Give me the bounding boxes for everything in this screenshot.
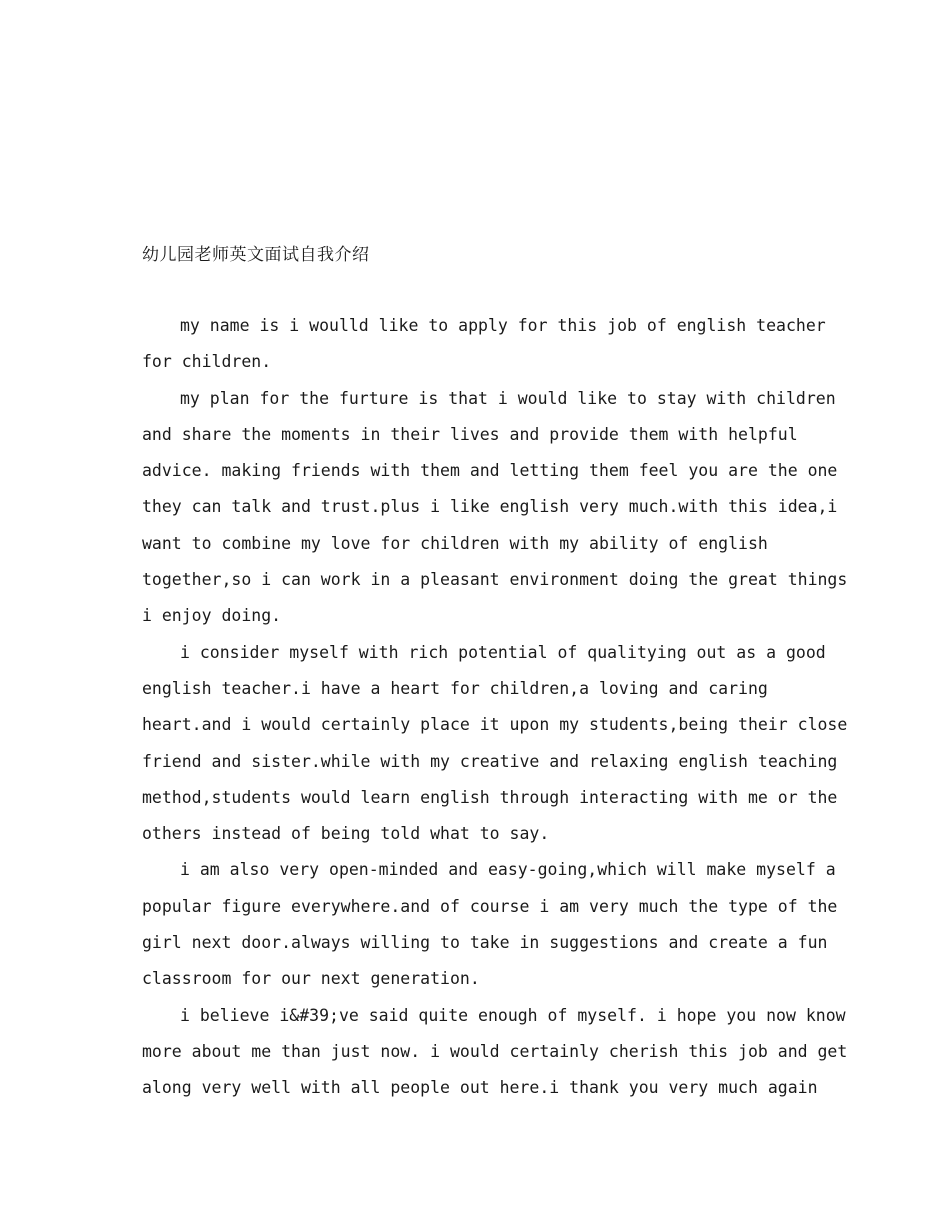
document-title: 幼儿园老师英文面试自我介绍 xyxy=(142,245,370,265)
paragraph-personality xyxy=(142,852,838,997)
paragraph-future-plan xyxy=(142,381,848,635)
paragraph-line: method,students would learn english through interacting with me or the xyxy=(142,787,838,807)
paragraph-line: for children. xyxy=(142,352,272,372)
paragraph-line: i am also very open-minded and easy-going,which will make myself a xyxy=(180,860,836,880)
paragraph-line: they can talk and trust.plus i like english very much.with this idea,i xyxy=(142,497,838,517)
paragraph-line: classroom for our next generation. xyxy=(142,969,480,989)
paragraph-line: heart.and i would certainly place it upon my students,being their close xyxy=(142,715,848,735)
paragraph-line: along very well with all people out here.i thank you very much again xyxy=(142,1078,818,1098)
paragraph-line: english teacher.i have a heart for children,a loving and caring xyxy=(142,678,768,698)
paragraph-line: girl next door.always willing to take in suggestions and create a fun xyxy=(142,933,828,953)
paragraph-line: i consider myself with rich potential of qualitying out as a good xyxy=(180,642,826,662)
document-body xyxy=(142,308,848,1107)
paragraph-closing xyxy=(142,998,848,1107)
paragraph-line: i enjoy doing. xyxy=(142,606,282,626)
paragraph-line: advice. making friends with them and letting them feel you are the one xyxy=(142,461,838,481)
paragraph-line: i believe i&#39;ve said quite enough of myself. i hope you now know xyxy=(180,1005,846,1025)
paragraph-potential xyxy=(142,635,848,853)
paragraph-line: my name is i woulld like to apply for this job of english teacher xyxy=(180,316,826,335)
paragraph-line: together,so i can work in a pleasant environment doing the great things xyxy=(142,570,848,590)
paragraph-line: more about me than just now. i would certainly cherish this job and get xyxy=(142,1041,848,1061)
paragraph-line: others instead of being told what to say. xyxy=(142,824,550,844)
paragraph-line: my plan for the furture is that i would like to stay with children xyxy=(180,388,836,408)
paragraph-application xyxy=(142,308,826,381)
paragraph-line: and share the moments in their lives and provide them with helpful xyxy=(142,424,798,444)
paragraph-line: want to combine my love for children with my ability of english xyxy=(142,533,768,553)
paragraph-line: friend and sister.while with my creative and relaxing english teaching xyxy=(142,751,838,771)
paragraph-line: popular figure everywhere.and of course i am very much the type of the xyxy=(142,896,838,916)
